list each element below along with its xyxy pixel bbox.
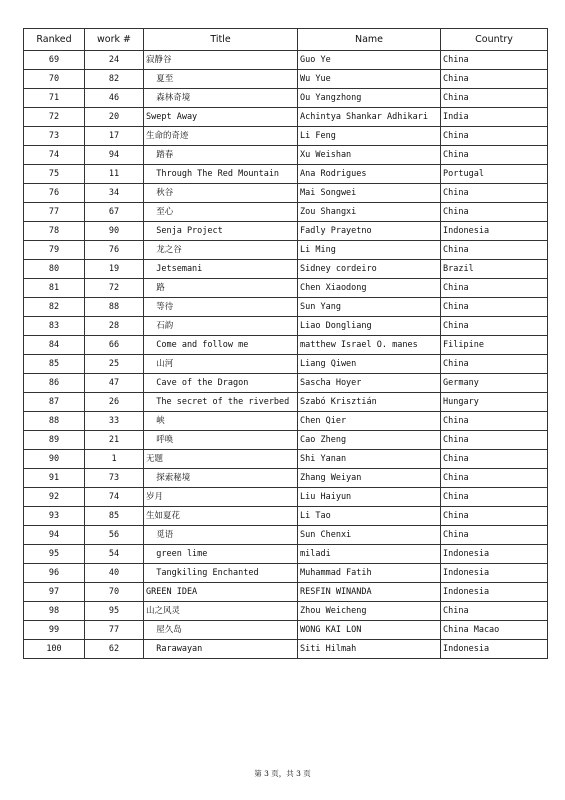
table-row: [24, 317, 548, 336]
country-cell: China: [441, 450, 548, 469]
work-number-cell: 40: [85, 564, 144, 583]
rank-cell: 99: [24, 621, 85, 640]
name-cell: Achintya Shankar Adhikari: [298, 108, 441, 127]
country-cell: China: [441, 469, 548, 488]
title-cell: 生命的奇迹: [144, 127, 298, 146]
title-cell: 无题: [144, 450, 298, 469]
table-row: [24, 127, 548, 146]
table-row: [24, 70, 548, 89]
table-row: [24, 583, 548, 602]
country-cell: India: [441, 108, 548, 127]
work-number-cell: 28: [85, 317, 144, 336]
name-cell: Muhammad Fatih: [298, 564, 441, 583]
country-cell: China: [441, 89, 548, 108]
table-row: [24, 260, 548, 279]
rank-cell: 98: [24, 602, 85, 621]
table-row: [24, 184, 548, 203]
rank-cell: 96: [24, 564, 85, 583]
table-body: [24, 51, 548, 659]
title-cell: 等待: [144, 298, 298, 317]
name-cell: Li Tao: [298, 507, 441, 526]
country-cell: Brazil: [441, 260, 548, 279]
title-cell: 山之风灵: [144, 602, 298, 621]
work-number-cell: 88: [85, 298, 144, 317]
work-number-cell: 26: [85, 393, 144, 412]
work-number-cell: 70: [85, 583, 144, 602]
rank-cell: 92: [24, 488, 85, 507]
name-cell: Siti Hilmah: [298, 640, 441, 659]
table-row: [24, 412, 548, 431]
work-number-cell: 46: [85, 89, 144, 108]
table-row: [24, 241, 548, 260]
work-number-cell: 90: [85, 222, 144, 241]
country-cell: Indonesia: [441, 564, 548, 583]
title-cell: 觅语: [144, 526, 298, 545]
country-cell: China: [441, 526, 548, 545]
title-cell: 探索秘境: [144, 469, 298, 488]
country-cell: China: [441, 203, 548, 222]
name-cell: Shi Yanan: [298, 450, 441, 469]
title-cell: Jetsemani: [144, 260, 298, 279]
country-cell: Portugal: [441, 165, 548, 184]
work-number-cell: 21: [85, 431, 144, 450]
column-header-country: Country: [441, 29, 548, 51]
country-cell: China: [441, 602, 548, 621]
name-cell: Wu Yue: [298, 70, 441, 89]
country-cell: China: [441, 317, 548, 336]
table-row: [24, 336, 548, 355]
rank-cell: 76: [24, 184, 85, 203]
title-cell: 石韵: [144, 317, 298, 336]
work-number-cell: 73: [85, 469, 144, 488]
table-row: [24, 545, 548, 564]
rank-cell: 87: [24, 393, 85, 412]
country-cell: China: [441, 355, 548, 374]
name-cell: Zhou Weicheng: [298, 602, 441, 621]
name-cell: Fadly Prayetno: [298, 222, 441, 241]
table-row: [24, 222, 548, 241]
work-number-cell: 77: [85, 621, 144, 640]
table-row: [24, 640, 548, 659]
rank-cell: 89: [24, 431, 85, 450]
rank-cell: 90: [24, 450, 85, 469]
country-cell: China: [441, 279, 548, 298]
work-number-cell: 62: [85, 640, 144, 659]
rank-cell: 94: [24, 526, 85, 545]
title-cell: 寂静谷: [144, 51, 298, 70]
name-cell: Sun Chenxi: [298, 526, 441, 545]
work-number-cell: 34: [85, 184, 144, 203]
table-row: [24, 165, 548, 184]
work-number-cell: 20: [85, 108, 144, 127]
table-row: [24, 431, 548, 450]
country-cell: China: [441, 184, 548, 203]
title-cell: 峡: [144, 412, 298, 431]
name-cell: miladi: [298, 545, 441, 564]
table-row: [24, 507, 548, 526]
title-cell: 屋久岛: [144, 621, 298, 640]
title-cell: GREEN IDEA: [144, 583, 298, 602]
name-cell: Sidney cordeiro: [298, 260, 441, 279]
country-cell: Indonesia: [441, 640, 548, 659]
work-number-cell: 11: [85, 165, 144, 184]
rank-cell: 88: [24, 412, 85, 431]
title-cell: 踏春: [144, 146, 298, 165]
country-cell: Indonesia: [441, 583, 548, 602]
name-cell: RESFIN WINANDA: [298, 583, 441, 602]
title-cell: Through The Red Mountain: [144, 165, 298, 184]
work-number-cell: 1: [85, 450, 144, 469]
title-cell: Senja Project: [144, 222, 298, 241]
work-number-cell: 94: [85, 146, 144, 165]
table-row: [24, 526, 548, 545]
name-cell: Li Feng: [298, 127, 441, 146]
column-header-work-number: work #: [85, 29, 144, 51]
work-number-cell: 74: [85, 488, 144, 507]
title-cell: 至心: [144, 203, 298, 222]
name-cell: Ana Rodrigues: [298, 165, 441, 184]
rank-cell: 80: [24, 260, 85, 279]
country-cell: China: [441, 488, 548, 507]
title-cell: 生如夏花: [144, 507, 298, 526]
country-cell: China: [441, 412, 548, 431]
rank-cell: 71: [24, 89, 85, 108]
table-row: [24, 355, 548, 374]
rank-cell: 78: [24, 222, 85, 241]
table-row: [24, 203, 548, 222]
title-cell: 山河: [144, 355, 298, 374]
country-cell: China: [441, 507, 548, 526]
name-cell: Zhang Weiyan: [298, 469, 441, 488]
work-number-cell: 82: [85, 70, 144, 89]
title-cell: Rarawayan: [144, 640, 298, 659]
rank-cell: 86: [24, 374, 85, 393]
rank-cell: 97: [24, 583, 85, 602]
table-header-row: [24, 29, 548, 51]
country-cell: Germany: [441, 374, 548, 393]
table-row: [24, 602, 548, 621]
work-number-cell: 25: [85, 355, 144, 374]
rank-cell: 82: [24, 298, 85, 317]
work-number-cell: 54: [85, 545, 144, 564]
table-row: [24, 488, 548, 507]
rank-cell: 69: [24, 51, 85, 70]
rank-cell: 100: [24, 640, 85, 659]
name-cell: Xu Weishan: [298, 146, 441, 165]
title-cell: Swept Away: [144, 108, 298, 127]
title-cell: green lime: [144, 545, 298, 564]
page-footer: 第 3 页，共 3 页: [254, 769, 311, 778]
country-cell: Filipine: [441, 336, 548, 355]
country-cell: China: [441, 70, 548, 89]
rank-cell: 70: [24, 70, 85, 89]
country-cell: China Macao: [441, 621, 548, 640]
country-cell: Indonesia: [441, 545, 548, 564]
work-number-cell: 66: [85, 336, 144, 355]
title-cell: Tangkiling Enchanted: [144, 564, 298, 583]
title-cell: 岁月: [144, 488, 298, 507]
name-cell: Liao Dongliang: [298, 317, 441, 336]
title-cell: 森林奇境: [144, 89, 298, 108]
work-number-cell: 67: [85, 203, 144, 222]
country-cell: China: [441, 431, 548, 450]
rank-cell: 93: [24, 507, 85, 526]
name-cell: Mai Songwei: [298, 184, 441, 203]
country-cell: Hungary: [441, 393, 548, 412]
name-cell: Guo Ye: [298, 51, 441, 70]
rank-cell: 95: [24, 545, 85, 564]
rank-cell: 81: [24, 279, 85, 298]
country-cell: Indonesia: [441, 222, 548, 241]
name-cell: Cao Zheng: [298, 431, 441, 450]
table-row: [24, 146, 548, 165]
results-table: [23, 28, 548, 659]
rank-cell: 72: [24, 108, 85, 127]
title-cell: Come and follow me: [144, 336, 298, 355]
work-number-cell: 47: [85, 374, 144, 393]
table-row: [24, 393, 548, 412]
rank-cell: 91: [24, 469, 85, 488]
work-number-cell: 33: [85, 412, 144, 431]
table-row: [24, 298, 548, 317]
name-cell: Liu Haiyun: [298, 488, 441, 507]
country-cell: China: [441, 51, 548, 70]
table-row: [24, 108, 548, 127]
work-number-cell: 72: [85, 279, 144, 298]
table-row: [24, 51, 548, 70]
column-header-title: Title: [144, 29, 298, 51]
rank-cell: 77: [24, 203, 85, 222]
table-row: [24, 564, 548, 583]
title-cell: The secret of the riverbed: [144, 393, 298, 412]
table-row: [24, 621, 548, 640]
rank-cell: 84: [24, 336, 85, 355]
title-cell: Cave of the Dragon: [144, 374, 298, 393]
name-cell: WONG KAI LON: [298, 621, 441, 640]
title-cell: 路: [144, 279, 298, 298]
name-cell: Chen Qier: [298, 412, 441, 431]
name-cell: matthew Israel O. manes: [298, 336, 441, 355]
work-number-cell: 95: [85, 602, 144, 621]
work-number-cell: 56: [85, 526, 144, 545]
name-cell: Szabó Krisztián: [298, 393, 441, 412]
rank-cell: 74: [24, 146, 85, 165]
title-cell: 呼唤: [144, 431, 298, 450]
name-cell: Liang Qiwen: [298, 355, 441, 374]
table-row: [24, 279, 548, 298]
name-cell: Sun Yang: [298, 298, 441, 317]
name-cell: Li Ming: [298, 241, 441, 260]
rank-cell: 85: [24, 355, 85, 374]
work-number-cell: 17: [85, 127, 144, 146]
country-cell: China: [441, 127, 548, 146]
work-number-cell: 24: [85, 51, 144, 70]
table-row: [24, 469, 548, 488]
title-cell: 夏至: [144, 70, 298, 89]
name-cell: Chen Xiaodong: [298, 279, 441, 298]
title-cell: 秋谷: [144, 184, 298, 203]
table-row: [24, 374, 548, 393]
name-cell: Sascha Hoyer: [298, 374, 441, 393]
table-row: [24, 89, 548, 108]
country-cell: China: [441, 298, 548, 317]
work-number-cell: 76: [85, 241, 144, 260]
name-cell: Ou Yangzhong: [298, 89, 441, 108]
name-cell: Zou Shangxi: [298, 203, 441, 222]
rank-cell: 83: [24, 317, 85, 336]
country-cell: China: [441, 241, 548, 260]
rank-cell: 79: [24, 241, 85, 260]
title-cell: 龙之谷: [144, 241, 298, 260]
rank-cell: 73: [24, 127, 85, 146]
country-cell: China: [441, 146, 548, 165]
table-row: [24, 450, 548, 469]
rank-cell: 75: [24, 165, 85, 184]
column-header-ranked: Ranked: [24, 29, 85, 51]
column-header-name: Name: [298, 29, 441, 51]
work-number-cell: 19: [85, 260, 144, 279]
work-number-cell: 85: [85, 507, 144, 526]
